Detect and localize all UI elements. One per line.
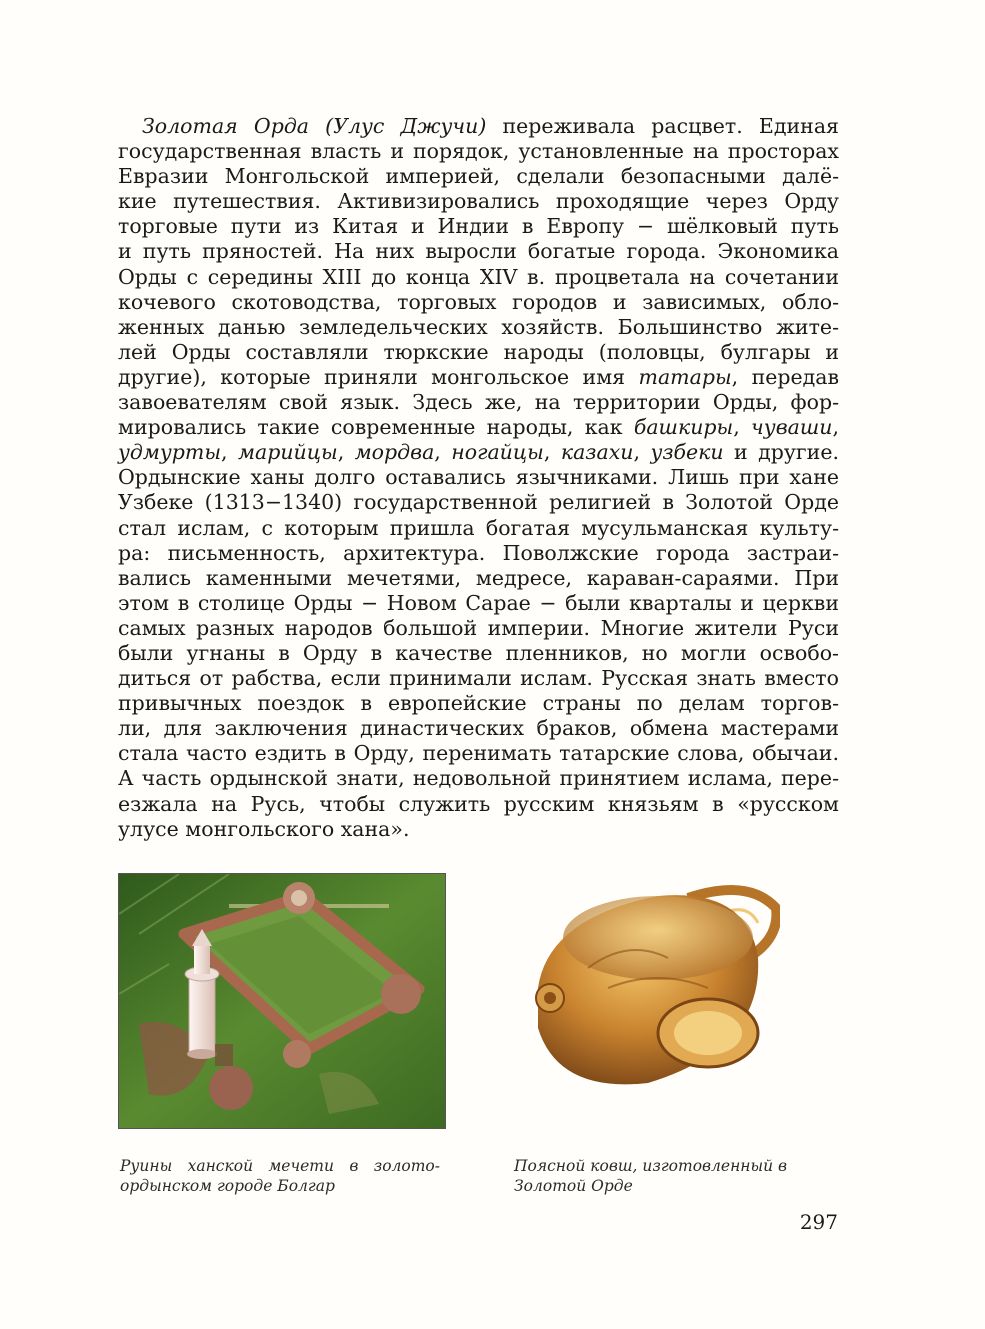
text-line: мировались такие современные народы, как башкиры, чуваши, — [118, 415, 839, 440]
text-line: другие), которые приняли монгольское имя татары, передав — [118, 364, 840, 389]
page-number: 297 — [799, 1210, 838, 1234]
text-line: завоевателям свой язык. Здесь же, на территории Орды, фор- — [118, 390, 839, 415]
caption-line: Поясной ковш, изготовленный в — [514, 1157, 788, 1175]
text-line: лей Орды составляли тюркские народы (половцы, булгары и — [118, 339, 839, 364]
text-line: стала часто ездить в Орду, перенимать татарские слова, обычаи. — [118, 741, 839, 766]
text-line: государственная власть и порядок, установленные на просторах — [118, 139, 839, 164]
text-line: езжала на Русь, чтобы служить русским князьям в «русском — [118, 791, 839, 816]
ladle-illustration — [518, 868, 780, 1103]
text-line: кие путешествия. Активизировались проходящие через Орду — [118, 189, 839, 214]
text-line: и путь пряностей. На них выросли богатые города. Экономика — [118, 239, 839, 264]
main-paragraph — [118, 114, 839, 842]
right-figure-caption — [514, 1156, 804, 1196]
text-line: Евразии Монгольской империей, сделали безопасными далё- — [118, 164, 839, 189]
text-line: диться от рабства, если принимали ислам. Русская знать вместо — [118, 666, 839, 691]
text-line: женных данью земледельческих хозяйств. Большинство жите- — [118, 314, 839, 339]
mosque-ruins-photo — [118, 873, 446, 1129]
text-line: Орды с середины XIII до конца XIV в. процветала на сочетании — [118, 264, 839, 289]
text-line: стал ислам, с которым пришла богатая мусульманская культу- — [118, 515, 839, 540]
text-line: этом в столице Орды − Новом Сарае − были кварталы и церкви — [118, 590, 839, 615]
caption-line: ордынском городе Болгар — [120, 1177, 335, 1195]
text-line: А часть ордынской знати, недовольной принятием ислама, пере- — [118, 766, 839, 791]
text-line: Золотая Орда (Улус Джучи) переживала расцвет. Единая — [142, 114, 839, 138]
text-line: вались каменными мечетями, медресе, караван-сараями. При — [118, 565, 839, 590]
text-line: торговые пути из Китая и Индии в Европу − шёлковый путь — [118, 214, 839, 239]
text-line: привычных поездок в европейские страны по делам торгов- — [118, 691, 839, 716]
text-line: ли, для заключения династических браков, обмена мастерами — [118, 716, 839, 741]
left-figure-caption — [120, 1156, 440, 1196]
caption-line: Руины ханской мечети в золото- — [120, 1157, 440, 1175]
text-line: ра: письменность, архитектура. Поволжские города застраи- — [118, 540, 839, 565]
mosque-ruins-illustration — [119, 874, 445, 1128]
ladle-photo — [518, 868, 780, 1103]
text-line: улусе монгольского хана». — [118, 816, 410, 841]
text-line: Узбеке (1313−1340) государственной религией в Золотой Орде — [118, 490, 839, 515]
text-line: кочевого скотоводства, торговых городов и зависимых, обло- — [118, 289, 839, 314]
text-line: были угнаны в Орду в качестве пленников, но могли освобо- — [118, 640, 839, 665]
caption-line: Золотой Орде — [514, 1177, 633, 1195]
text-line: Ордынские ханы долго оставались язычниками. Лишь при хане — [118, 465, 839, 490]
text-line: самых разных народов большой империи. Многие жители Руси — [118, 615, 839, 640]
text-line: удмурты, марийцы, мордва, ногайцы, казахи, узбеки и другие. — [118, 440, 839, 465]
